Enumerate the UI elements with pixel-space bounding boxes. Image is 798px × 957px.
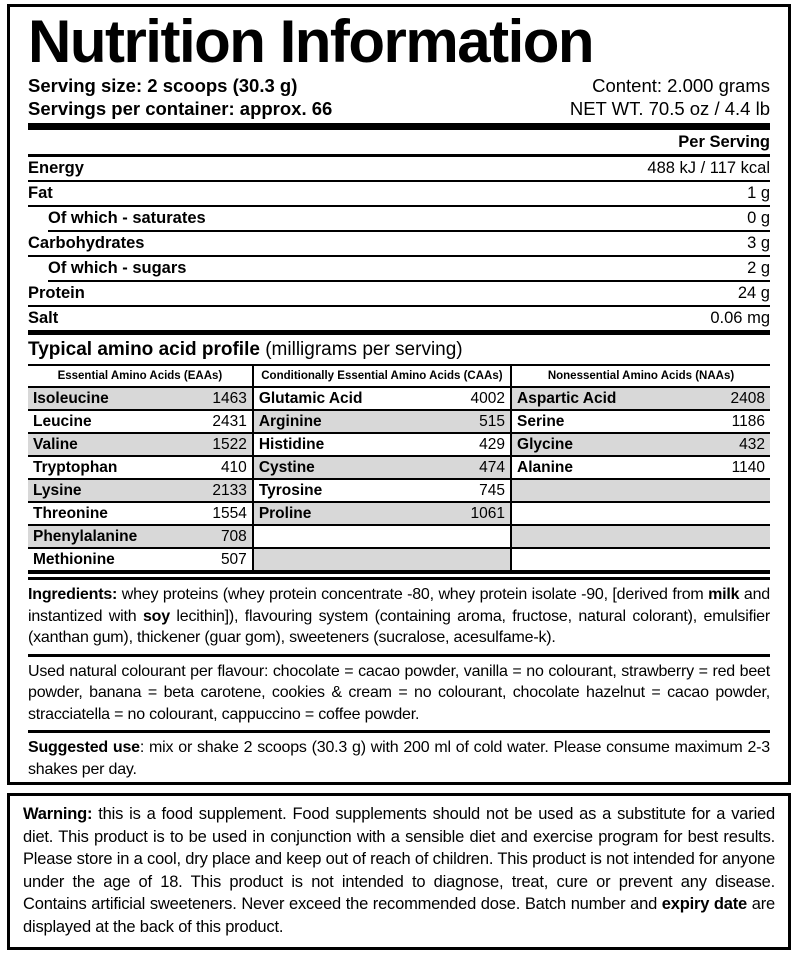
bold-text: expiry date	[661, 895, 748, 913]
nutrient-row	[28, 157, 770, 182]
nutrient-label: Of which - saturates	[48, 209, 206, 228]
amino-row	[28, 479, 770, 502]
net-weight-text: NET WT. 70.5 oz / 4.4 lb	[569, 98, 770, 120]
amino-name-cell	[511, 525, 682, 548]
amino-column-header: Nonessential Amino Acids (NAAs)	[511, 365, 770, 387]
amino-name-cell: Cystine	[253, 456, 424, 479]
bold-text: soy	[142, 607, 170, 625]
amino-row	[28, 410, 770, 433]
amino-column-header: Conditionally Essential Amino Acids (CAAs)	[253, 365, 511, 387]
amino-name-cell	[511, 479, 682, 502]
amino-name-cell: Isoleucine	[28, 387, 169, 410]
amino-value-cell: 745	[423, 479, 511, 502]
amino-name-cell: Threonine	[28, 502, 169, 525]
amino-value-cell	[682, 502, 770, 525]
content-amount-text	[570, 74, 770, 97]
nutrient-row	[28, 207, 770, 232]
section-divider	[28, 654, 770, 657]
text: are displayed at the back of this product.	[23, 895, 775, 936]
amino-value-cell: 1554	[169, 502, 253, 525]
serving-info	[28, 74, 770, 120]
amino-value-cell: 2408	[682, 387, 770, 410]
serving-info-right	[570, 74, 770, 120]
amino-value-cell	[682, 548, 770, 570]
nutrient-row	[28, 257, 770, 282]
amino-name-cell: Aspartic Acid	[511, 387, 682, 410]
text: whey proteins (whey protein concentrate -80, whey protein isolate -90, [derived from	[121, 586, 709, 604]
text: : mix or shake 2 scoops (30.3 g) with 200 ml of cold water. Please consume maximum 2-3 shakes per day.	[28, 739, 770, 778]
text: and instantized with	[28, 586, 770, 625]
serving-size-text: Serving size: 2 scoops (30.3 g)	[28, 75, 298, 97]
amino-name-cell	[253, 548, 424, 570]
amino-column-header: Essential Amino Acids (EAAs)	[28, 365, 253, 387]
amino-row	[28, 433, 770, 456]
amino-value-cell	[423, 548, 511, 570]
bold-text: milk	[708, 586, 740, 604]
amino-name-cell: Tryptophan	[28, 456, 169, 479]
amino-name-cell: Histidine	[253, 433, 424, 456]
nutrient-value: 0 g	[747, 209, 770, 228]
amino-value-cell	[423, 525, 511, 548]
warning-box	[7, 793, 791, 950]
warning-text	[23, 803, 775, 938]
nutrient-row	[28, 282, 770, 307]
amino-name-cell: Serine	[511, 410, 682, 433]
amino-value-cell	[682, 525, 770, 548]
servings-per-container-text: Servings per container: approx. 66	[28, 98, 333, 120]
text: this is a food supplement. Food supplements should not be used as a substitute for a varied diet. This product is to be used in conjunction with a sensible diet and exercise program for best results. Please store in a cool, dry place and keep out of reach of children. This product is not intended for anyone under the age of 18. This product is not intended to diagnose, treat, cure or prevent any disease. Contains artificial sweeteners. Never exceed the recommended dose. Batch number and	[23, 805, 775, 913]
amino-name-cell: Phenylalanine	[28, 525, 169, 548]
text: 2.000 grams	[662, 75, 770, 97]
amino-name-cell	[511, 548, 682, 570]
amino-value-cell: 429	[423, 433, 511, 456]
amino-row	[28, 525, 770, 548]
amino-value-cell: 708	[169, 525, 253, 548]
amino-acid-table	[28, 364, 770, 570]
bold-text: Ingredients:	[28, 586, 122, 604]
serving-info-left	[28, 74, 332, 120]
amino-name-cell	[253, 525, 424, 548]
amino-value-cell: 432	[682, 433, 770, 456]
nutrient-label: Of which - sugars	[48, 259, 187, 278]
amino-value-cell: 1140	[682, 456, 770, 479]
amino-name-cell: Glycine	[511, 433, 682, 456]
amino-name-cell: Valine	[28, 433, 169, 456]
amino-name-cell: Glutamic Acid	[253, 387, 424, 410]
amino-name-cell: Tyrosine	[253, 479, 424, 502]
amino-name-cell: Lysine	[28, 479, 169, 502]
nutrient-label: Fat	[28, 184, 53, 203]
amino-value-cell: 410	[169, 456, 253, 479]
nutrient-value: 24 g	[737, 284, 770, 303]
colourants-text	[28, 661, 770, 726]
nutrient-label: Carbohydrates	[28, 234, 145, 253]
amino-row	[28, 387, 770, 410]
amino-name-cell: Arginine	[253, 410, 424, 433]
amino-row	[28, 502, 770, 525]
amino-value-cell: 1186	[682, 410, 770, 433]
nutrient-value: 2 g	[747, 259, 770, 278]
thick-divider	[28, 570, 770, 574]
suggested-use-text	[28, 737, 770, 780]
amino-value-cell: 1522	[169, 433, 253, 456]
nutrient-row	[28, 232, 770, 257]
amino-value-cell: 1463	[169, 387, 253, 410]
amino-value-cell	[682, 479, 770, 502]
amino-value-cell: 4002	[423, 387, 511, 410]
nutrient-value: 0.06 mg	[710, 309, 770, 328]
thick-divider	[28, 577, 770, 580]
bold-text: Suggested use	[28, 739, 140, 757]
amino-value-cell: 515	[423, 410, 511, 433]
bold-text: Typical amino acid profile	[28, 339, 260, 361]
amino-name-cell: Methionine	[33, 551, 115, 569]
nutrient-label: Protein	[28, 284, 85, 303]
nutrient-value: 488 kJ / 117 kcal	[647, 159, 770, 178]
amino-name-cell	[511, 502, 682, 525]
amino-value-cell: 2431	[169, 410, 253, 433]
text: lecithin]), flavouring system (containing aroma, fructose, natural colorant), emulsifier (xanthan gum), thickener (guar gom), sweeteners (sucralose, acesulfame-k).	[28, 607, 770, 647]
amino-row	[28, 456, 770, 479]
text: (milligrams per serving)	[259, 339, 463, 361]
amino-profile-heading	[28, 335, 770, 364]
amino-row	[28, 548, 770, 570]
bold-text: Warning:	[23, 805, 93, 823]
nutrients-table	[28, 157, 770, 330]
section-divider	[28, 730, 770, 733]
ingredients-text	[28, 584, 770, 649]
amino-value-cell: 2133	[169, 479, 253, 502]
nutrient-row	[28, 307, 770, 330]
nutrient-label: Salt	[28, 309, 59, 328]
amino-name-cell: Alanine	[511, 456, 682, 479]
nutrient-value: 3 g	[747, 234, 770, 253]
bold-text: Content:	[592, 75, 663, 97]
nutrition-label	[7, 4, 791, 785]
thick-divider	[28, 123, 770, 130]
amino-name-cell: Leucine	[28, 410, 169, 433]
amino-value-cell: 474	[423, 456, 511, 479]
nutrient-value: 1 g	[747, 184, 770, 203]
text: Used natural colourant per flavour: chocolate = cacao powder, vanilla = no colourant, strawberry = red beet powder, banana = beta carotene, cookies & cream = no colourant, chocolate hazelnut = cacao powder, stracciatella = no colourant, cappuccino = coffee powder.	[28, 662, 770, 723]
nutrient-row	[28, 182, 770, 207]
amino-value-cell: 507	[220, 551, 247, 569]
amino-name-cell: Proline	[253, 502, 424, 525]
nutrient-label: Energy	[28, 159, 84, 178]
per-serving-column-header: Per Serving	[28, 130, 770, 157]
page-title: Nutrition Information	[28, 8, 594, 75]
amino-value-cell: 1061	[423, 502, 511, 525]
